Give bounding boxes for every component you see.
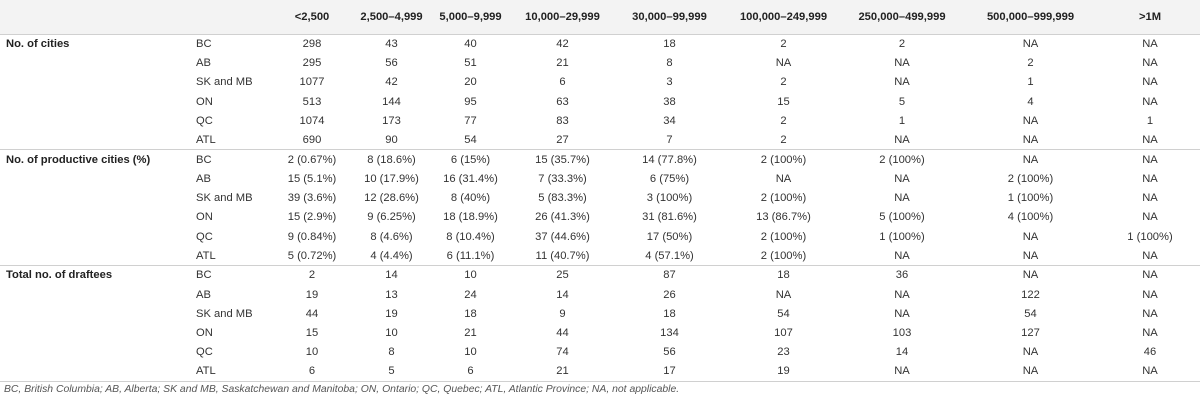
table-cell: 39 (3.6%) <box>287 192 337 205</box>
column-header: 500,000–999,999 <box>961 0 1100 34</box>
region-label: QC <box>196 346 213 359</box>
table-cell: NA <box>894 307 910 320</box>
table-cell: 2 (0.67%) <box>272 150 352 169</box>
table-cell: 103 <box>892 327 912 340</box>
table-cell: 4 <box>1027 95 1034 108</box>
table-cell: 144 <box>382 95 401 108</box>
table-cell: 1 (100%) <box>879 230 925 243</box>
table-cell: 3 (100%) <box>646 192 693 205</box>
table-cell: 6 <box>431 362 510 381</box>
table-cell: 7 <box>666 133 673 146</box>
group-label <box>0 227 192 246</box>
table-cell: 23 <box>777 346 790 359</box>
table-cell: NA <box>1022 346 1039 359</box>
table-cell: NA <box>894 192 910 205</box>
table-cell: 127 <box>1021 327 1040 340</box>
table-cell: 8 (18.6%) <box>352 150 431 169</box>
table-cell: 8 <box>388 346 395 359</box>
table-cell: 15 (2.9%) <box>287 211 337 224</box>
table-cell: 134 <box>660 327 679 340</box>
table-cell: 17 <box>615 362 724 381</box>
region-label: QC <box>196 114 213 127</box>
group-label: No. of cities <box>0 34 192 53</box>
table-row <box>0 150 1200 169</box>
table-cell: 513 <box>302 95 322 108</box>
table-cell: 21 <box>510 362 615 381</box>
table-cell: 122 <box>1021 288 1040 301</box>
table-row <box>0 188 1200 207</box>
table-cell: NA <box>1142 56 1158 69</box>
column-header <box>0 0 192 34</box>
table-cell: 9 (6.25%) <box>367 211 416 224</box>
table-cell: 1 <box>898 114 906 127</box>
table-cell: 8 <box>666 56 673 69</box>
group-label <box>0 169 192 188</box>
table-cell: 14 <box>895 346 909 359</box>
table-cell: NA <box>961 266 1100 285</box>
table-cell: 54 <box>464 133 477 146</box>
table-cell: 18 <box>615 34 724 53</box>
table-cell: 95 <box>464 95 477 108</box>
table-cell: 74 <box>556 346 569 359</box>
table-cell: 16 (31.4%) <box>443 172 498 185</box>
table-cell: 44 <box>305 307 319 320</box>
table-cell: 15 (35.7%) <box>510 150 615 169</box>
table-cell: 1074 <box>299 114 325 127</box>
table-cell: 2 <box>272 266 352 285</box>
table-cell: 10 <box>464 346 477 359</box>
group-label <box>0 92 192 111</box>
table-cell: 15 (5.1%) <box>287 172 337 185</box>
table-row <box>0 34 1200 53</box>
table-cell: NA <box>1142 249 1158 262</box>
column-header: <2,500 <box>272 0 352 34</box>
table-cell: 90 <box>385 133 398 146</box>
table-cell: 2 (100%) <box>843 150 961 169</box>
table-cell: 2 <box>843 34 961 53</box>
table-cell: 38 <box>663 95 676 108</box>
table-cell: NA <box>961 34 1100 53</box>
table-row <box>0 304 1200 323</box>
table-cell: NA <box>1022 249 1039 262</box>
table-row <box>0 111 1200 130</box>
table-cell: 298 <box>272 34 352 53</box>
table-cell: 12 (28.6%) <box>364 192 419 205</box>
table-cell: 2 <box>780 114 787 127</box>
table-cell: 4 (57.1%) <box>645 249 694 262</box>
column-header: 10,000–29,999 <box>510 0 615 34</box>
table-cell: NA <box>961 362 1100 381</box>
header-row <box>0 0 1200 34</box>
table-cell: 295 <box>302 56 322 69</box>
table-cell: 34 <box>663 114 676 127</box>
table-cell: NA <box>1142 133 1158 146</box>
table-cell: NA <box>894 56 910 69</box>
group-label <box>0 53 192 72</box>
region-label: BC <box>192 150 272 169</box>
table-cell: 10 <box>385 327 398 340</box>
region-label: AB <box>196 56 211 69</box>
table-cell: 26 (41.3%) <box>535 211 590 224</box>
table-cell: 21 <box>556 56 569 69</box>
table-cell: 24 <box>464 288 477 301</box>
table-cell: NA <box>1142 76 1158 89</box>
table-cell: 25 <box>510 266 615 285</box>
table-cell: 6 (75%) <box>649 172 690 185</box>
table-cell: NA <box>1022 230 1039 243</box>
group-label <box>0 343 192 362</box>
table-cell: 1077 <box>299 76 325 89</box>
region-label: AB <box>196 172 211 185</box>
table-cell: 20 <box>464 76 477 89</box>
region-label: AB <box>196 288 211 301</box>
table-cell: NA <box>1022 114 1039 127</box>
group-label <box>0 188 192 207</box>
table-cell: NA <box>1142 211 1158 224</box>
group-label <box>0 73 192 92</box>
region-label: BC <box>192 34 272 53</box>
table-cell: 6 <box>559 76 566 89</box>
table-cell: 4 (4.4%) <box>370 249 413 262</box>
table-cell: 10 <box>431 266 510 285</box>
table-cell: 56 <box>663 346 676 359</box>
group-label <box>0 208 192 227</box>
table-cell: 42 <box>385 76 398 89</box>
table-cell: 36 <box>843 266 961 285</box>
table-cell: NA <box>775 56 792 69</box>
table-cell: 9 <box>559 307 566 320</box>
table-cell: 40 <box>431 34 510 53</box>
column-header: 2,500–4,999 <box>352 0 431 34</box>
table-cell: 63 <box>556 95 569 108</box>
table-row <box>0 169 1200 188</box>
table-cell: 31 (81.6%) <box>642 211 697 224</box>
group-label: No. of productive cities (%) <box>0 150 192 169</box>
table-cell: 13 <box>385 288 398 301</box>
table-row <box>0 362 1200 381</box>
table-cell: 19 <box>305 288 319 301</box>
table-cell: 6 (15%) <box>431 150 510 169</box>
table-cell: 19 <box>385 307 398 320</box>
table-cell: 1 (100%) <box>1127 230 1173 243</box>
column-header: >1M <box>1100 0 1200 34</box>
table-cell: 18 <box>464 307 477 320</box>
table-row <box>0 323 1200 342</box>
table-cell: 46 <box>1143 346 1157 359</box>
table-cell: 2 <box>724 34 843 53</box>
table-cell: 43 <box>352 34 431 53</box>
table-cell: 2 (100%) <box>760 192 807 205</box>
table-cell: 87 <box>615 266 724 285</box>
group-label: Total no. of draftees <box>0 266 192 285</box>
table-cell: 2 (100%) <box>724 150 843 169</box>
table-cell: 51 <box>464 56 477 69</box>
column-header: 30,000–99,999 <box>615 0 724 34</box>
table-cell: NA <box>1142 307 1158 320</box>
table-cell: 6 <box>272 362 352 381</box>
table-cell: 18 (18.9%) <box>443 211 498 224</box>
table-cell: 17 (50%) <box>646 230 693 243</box>
region-label: QC <box>196 230 213 243</box>
table-cell: 10 <box>305 346 319 359</box>
table-cell: NA <box>1142 327 1158 340</box>
table-cell: 3 <box>666 76 673 89</box>
table-cell: 54 <box>1024 307 1037 320</box>
table-cell: 54 <box>777 307 790 320</box>
table-cell: 37 (44.6%) <box>535 230 590 243</box>
column-header <box>192 0 272 34</box>
table-row <box>0 227 1200 246</box>
table-cell: NA <box>1142 192 1158 205</box>
table-row <box>0 266 1200 285</box>
table-cell: NA <box>1100 362 1200 381</box>
table-header <box>0 0 1200 34</box>
table-cell: 5 (83.3%) <box>538 192 587 205</box>
table-cell: 2 (100%) <box>760 249 807 262</box>
table-cell: NA <box>1142 95 1158 108</box>
table-row <box>0 73 1200 92</box>
table-cell: 44 <box>556 327 569 340</box>
table-cell: 77 <box>464 114 477 127</box>
table-cell: 173 <box>382 114 401 127</box>
table-cell: 1 <box>1027 76 1034 89</box>
table-cell: 1 (100%) <box>1007 192 1054 205</box>
table-cell: NA <box>1100 150 1200 169</box>
table-cell: 14 <box>556 288 569 301</box>
table-cell: 1 <box>1146 114 1154 127</box>
table-cell: 5 <box>898 95 906 108</box>
group-label <box>0 304 192 323</box>
region-label: SK and MB <box>196 307 253 320</box>
group-label <box>0 130 192 149</box>
table-cell: NA <box>894 249 910 262</box>
region-label: ON <box>196 327 213 340</box>
region-label: ATL <box>196 133 216 146</box>
table-cell: 690 <box>302 133 322 146</box>
table-cell: 42 <box>510 34 615 53</box>
table-cell: NA <box>1022 133 1039 146</box>
table-cell: 21 <box>464 327 477 340</box>
table-row <box>0 208 1200 227</box>
table-body <box>0 34 1200 381</box>
region-label: ON <box>196 95 213 108</box>
table-row <box>0 343 1200 362</box>
table-cell: 5 (0.72%) <box>287 249 337 262</box>
table-cell: 9 (0.84%) <box>287 230 337 243</box>
table-cell: 8 (40%) <box>450 192 491 205</box>
table-cell: 2 <box>780 133 787 146</box>
table-cell: NA <box>843 362 961 381</box>
table-cell: NA <box>1100 34 1200 53</box>
group-label <box>0 323 192 342</box>
table-row <box>0 92 1200 111</box>
table-cell: 14 (77.8%) <box>615 150 724 169</box>
table-cell: NA <box>1142 172 1158 185</box>
table-cell: 14 <box>352 266 431 285</box>
table-cell: NA <box>775 288 792 301</box>
column-header: 100,000–249,999 <box>724 0 843 34</box>
table-row <box>0 246 1200 265</box>
region-label: SK and MB <box>196 76 253 89</box>
table-cell: 83 <box>556 114 569 127</box>
table-cell: 10 (17.9%) <box>364 172 419 185</box>
table-cell: NA <box>1100 266 1200 285</box>
region-label: ATL <box>196 249 216 262</box>
table-footnote: BC, British Columbia; AB, Alberta; SK and MB, Saskatchewan and Manitoba; ON, Ontario; QC, Quebec; ATL, Atlantic Province; NA, not applicable. <box>4 384 680 395</box>
group-label <box>0 285 192 304</box>
region-label: ATL <box>192 362 272 381</box>
table-cell: NA <box>894 76 910 89</box>
table-row <box>0 285 1200 304</box>
table-cell: 5 <box>352 362 431 381</box>
table-cell: NA <box>894 172 910 185</box>
table-cell: NA <box>775 172 792 185</box>
table-cell: 27 <box>556 133 569 146</box>
table-row <box>0 53 1200 72</box>
column-header: 250,000–499,999 <box>843 0 961 34</box>
table-cell: 107 <box>774 327 793 340</box>
table-cell: 7 (33.3%) <box>538 172 587 185</box>
table-cell: 26 <box>663 288 676 301</box>
table-cell: 6 (11.1%) <box>446 249 495 262</box>
table-cell: 13 (86.7%) <box>756 211 811 224</box>
table-cell: 56 <box>385 56 398 69</box>
table-cell: 2 <box>780 76 787 89</box>
group-label <box>0 111 192 130</box>
table-cell: NA <box>894 133 910 146</box>
table-cell: 4 (100%) <box>1007 211 1054 224</box>
region-label: SK and MB <box>196 192 253 205</box>
group-label <box>0 362 192 381</box>
table-cell: 2 (100%) <box>760 230 807 243</box>
table-cell: NA <box>961 150 1100 169</box>
table-cell: 15 <box>305 327 319 340</box>
table-cell: 19 <box>724 362 843 381</box>
table-cell: 2 <box>1027 56 1034 69</box>
table-cell: 11 (40.7%) <box>535 249 590 262</box>
table-row <box>0 130 1200 149</box>
table-cell: NA <box>1142 288 1158 301</box>
table-cell: 18 <box>724 266 843 285</box>
table-cell: 8 (4.6%) <box>370 230 413 243</box>
table-cell: NA <box>894 288 910 301</box>
column-header: 5,000–9,999 <box>431 0 510 34</box>
region-label: BC <box>192 266 272 285</box>
region-label: ON <box>196 211 213 224</box>
table-cell: 5 (100%) <box>879 211 925 224</box>
table-cell: 2 (100%) <box>1007 172 1054 185</box>
table-cell: 15 <box>777 95 790 108</box>
table-cell: 8 (10.4%) <box>446 230 495 243</box>
table-cell: 18 <box>663 307 676 320</box>
group-label <box>0 246 192 265</box>
